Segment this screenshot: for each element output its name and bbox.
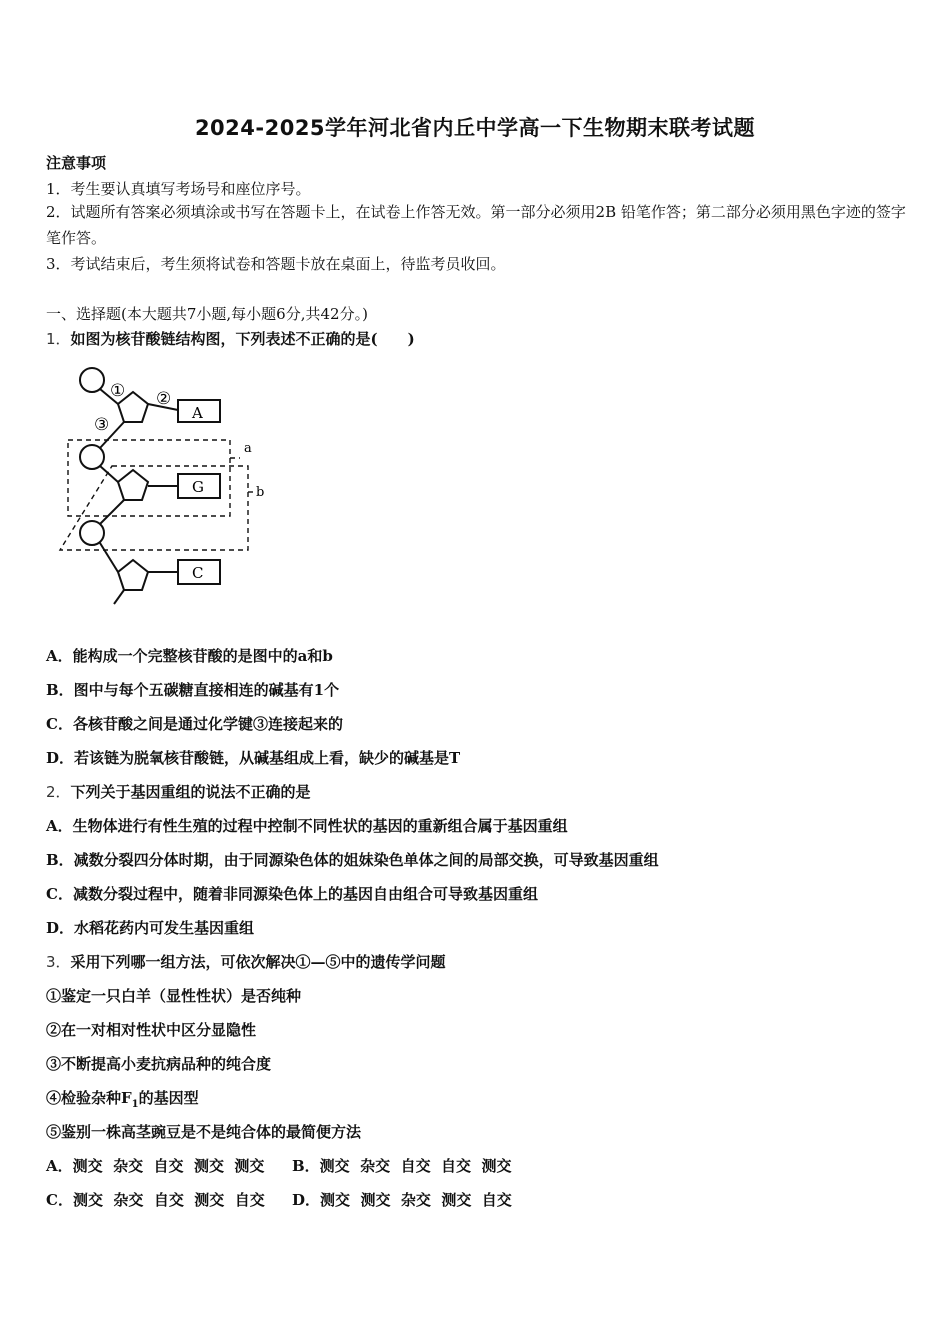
q3-item-4 bbox=[46, 1087, 199, 1110]
question-2-stem bbox=[46, 781, 311, 802]
q1-option-a: A．能构成一个完整核苷酸的是图中的a和b bbox=[46, 647, 333, 665]
q3-item-1: ①鉴定一只白羊（显性性状）是否纯种 bbox=[46, 987, 302, 1005]
notice-item-1: 1．考生要认真填写考场号和座位序号。 bbox=[46, 180, 311, 198]
q2-option-c: C．减数分裂过程中，随着非同源染色体上的基因自由组合可导致基因重组 bbox=[46, 885, 538, 903]
q2-option-d: D．水稻花药内可发生基因重组 bbox=[46, 919, 255, 937]
bracket-a-box bbox=[68, 440, 230, 516]
bracket-label-b: b bbox=[256, 485, 265, 500]
label-circle-3: ③ bbox=[94, 415, 110, 435]
base-label-a: A bbox=[192, 404, 203, 422]
q3-option-d: D．测交 测交 杂交 测交 自交 bbox=[292, 1191, 512, 1209]
pentose-pentagon bbox=[118, 560, 148, 590]
nucleotide-chain-diagram bbox=[44, 358, 284, 618]
notice-item-2: 2．试题所有答案必须填涂或书写在答题卡上，在试卷上作答无效。第一部分必须用2B 铅笔作答；第二部分必须用黑色字迹的签字笔作答。 bbox=[46, 203, 906, 247]
question-3-stem bbox=[46, 951, 446, 972]
q2-option-b: B．减数分裂四分体时期，由于同源染色体的姐妹染色单体之间的局部交换，可导致基因重组 bbox=[46, 851, 659, 869]
question-number: 2． bbox=[46, 783, 71, 801]
q3-option-b: B．测交 杂交 自交 自交 测交 bbox=[292, 1157, 512, 1175]
notice-heading: 注意事项 bbox=[46, 154, 107, 172]
q2-option-a: A．生物体进行有性生殖的过程中控制不同性状的基因的重新组合属于基因重组 bbox=[46, 817, 568, 835]
base-label-g: G bbox=[192, 478, 204, 496]
bracket-label-a: a bbox=[244, 441, 252, 456]
q1-option-d: D．若该链为脱氧核苷酸链，从碱基组成上看，缺少的碱基是T bbox=[46, 749, 461, 767]
q3-option-a: A．测交 杂交 自交 测交 测交 bbox=[46, 1157, 265, 1175]
q3-item-4-subscript: 1 bbox=[131, 1099, 139, 1110]
phosphate-circle bbox=[80, 445, 104, 469]
q3-item-4-text: ④检验杂种F bbox=[46, 1089, 132, 1107]
q3-item-5: ⑤鉴别一株高茎豌豆是不是纯合体的最简便方法 bbox=[46, 1123, 362, 1141]
question-text: 如图为核苷酸链结构图，下列表述不正确的是( ) bbox=[70, 330, 415, 348]
question-number: 1． bbox=[46, 330, 71, 348]
q3-item-4-tail: 的基因型 bbox=[138, 1089, 199, 1107]
question-text: 下列关于基因重组的说法不正确的是 bbox=[70, 783, 311, 801]
notice-item-3: 3．考试结束后，考生须将试卷和答题卡放在桌面上，待监考员收回。 bbox=[46, 255, 506, 273]
question-1-stem bbox=[46, 328, 415, 349]
phosphate-circle bbox=[80, 521, 104, 545]
phosphate-circle bbox=[80, 368, 104, 392]
q3-item-3: ③不断提高小麦抗病品种的纯合度 bbox=[46, 1055, 272, 1073]
page-title: 2024-2025学年河北省内丘中学高一下生物期末联考试题 bbox=[194, 116, 756, 140]
q1-option-b: B．图中与每个五碳糖直接相连的碱基有1个 bbox=[46, 681, 340, 699]
question-text: 采用下列哪一组方法，可依次解决①—⑤中的遗传学问题 bbox=[70, 953, 446, 971]
q1-option-c: C．各核苷酸之间是通过化学键③连接起来的 bbox=[46, 715, 343, 733]
question-number: 3． bbox=[46, 953, 71, 971]
q3-item-2: ②在一对相对性状中区分显隐性 bbox=[46, 1021, 257, 1039]
q3-option-c: C．测交 杂交 自交 测交 自交 bbox=[46, 1191, 265, 1209]
label-circle-2: ② bbox=[156, 389, 172, 409]
section-heading: 一、选择题(本大题共7小题,每小题6分,共42分。) bbox=[46, 305, 368, 323]
pentose-pentagon bbox=[118, 470, 148, 500]
label-circle-1: ① bbox=[110, 381, 126, 401]
base-label-c: C bbox=[192, 564, 204, 582]
